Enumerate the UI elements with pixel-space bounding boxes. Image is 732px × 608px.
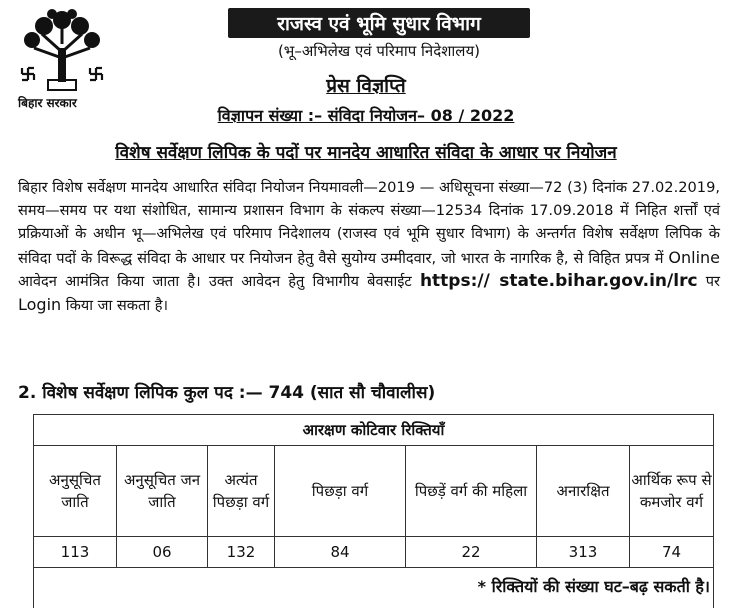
body-text-4: किया जा सकता है। — [61, 297, 169, 315]
table-cell: 132 — [208, 537, 275, 568]
column-header: पिछड़ें वर्ग की महिला — [406, 446, 537, 537]
vacancy-table-title: आरक्षण कोटिवार रिक्तियाँ — [34, 415, 714, 446]
advertisement-number: विज्ञापन संख्या :– संविदा नियोजन– 08 / 2022 — [217, 106, 515, 125]
column-header: अनुसूचित जाति — [34, 446, 117, 537]
body-text: बिहार विशेष सर्वेक्षण मानदेय आधारित संविदा नियोजन नियमावली—2019 — अधिसूचना संख्या—72 (3) दिनांक 27.02.2019, समय—समय पर यथा संशोधित, सामान्य प्रशासन विभाग के संकल्प संख्या—12534 दिनांक 17.09.2018 में निहित शर्त्तों एवं प्रक्रियाओं के अधीन भू—अभिलेख एवं परिमाप निदेशालय (राजस्व एवं भूमि सुधार विभाग) के अन्तर्गत विशेष सर्वेक्षण लिपिक के संविदा पदों के विरूद्ध संविदा के आधार पर नियोजन हेतु वैसे सुयोग्य उम्मीदवार, जो भारत के नागरिक है, से विहित प्रपत्र में — [18, 179, 720, 267]
body-text-2: आवेदन आमंत्रित किया जाता है। उक्त आवेदन हेतु विभागीय बेवसाईट — [18, 272, 420, 290]
vacancy-table — [33, 414, 714, 568]
website-url-link[interactable]: https:// state.bihar.gov.in/lrc — [419, 270, 698, 291]
notice-body-paragraph — [18, 176, 720, 317]
press-release-title: प्रेस विज्ञप्ति — [326, 75, 406, 97]
emblem-caption: बिहार सरकार — [18, 96, 77, 110]
table-cell: 113 — [34, 537, 117, 568]
column-header: आर्थिक रूप से कमजोर वर्ग — [630, 446, 714, 537]
column-header: अनारक्षित — [537, 446, 630, 537]
body-text-3: पर — [697, 272, 721, 290]
table-cell: 84 — [275, 537, 406, 568]
column-header: अनुसूचित जन जाति — [117, 446, 208, 537]
vacancy-note: * रिक्तियों की संख्या घट–बढ़ सकती है। — [477, 577, 710, 596]
login-text: Login — [18, 295, 62, 315]
online-text: Online — [668, 247, 720, 267]
sub-department: (भू–अभिलेख एवं परिमाप निदेशालय) — [277, 42, 481, 60]
total-posts-point: 2. विशेष सर्वेक्षण लिपिक कुल पद :— 744 (सात सौ चौवालीस) — [18, 383, 436, 403]
notice-heading: विशेष सर्वेक्षण लिपिक के पदों पर मानदेय आधारित संविदा के आधार पर नियोजन — [115, 143, 617, 163]
table-cell: 06 — [117, 537, 208, 568]
department-banner: राजस्व एवं भूमि सुधार विभाग — [228, 8, 530, 38]
table-cell: 313 — [537, 537, 630, 568]
table-cell: 22 — [406, 537, 537, 568]
column-header: पिछड़ा वर्ग — [275, 446, 406, 537]
table-cell: 74 — [630, 537, 714, 568]
column-header: अत्यंत पिछड़ा वर्ग — [208, 446, 275, 537]
